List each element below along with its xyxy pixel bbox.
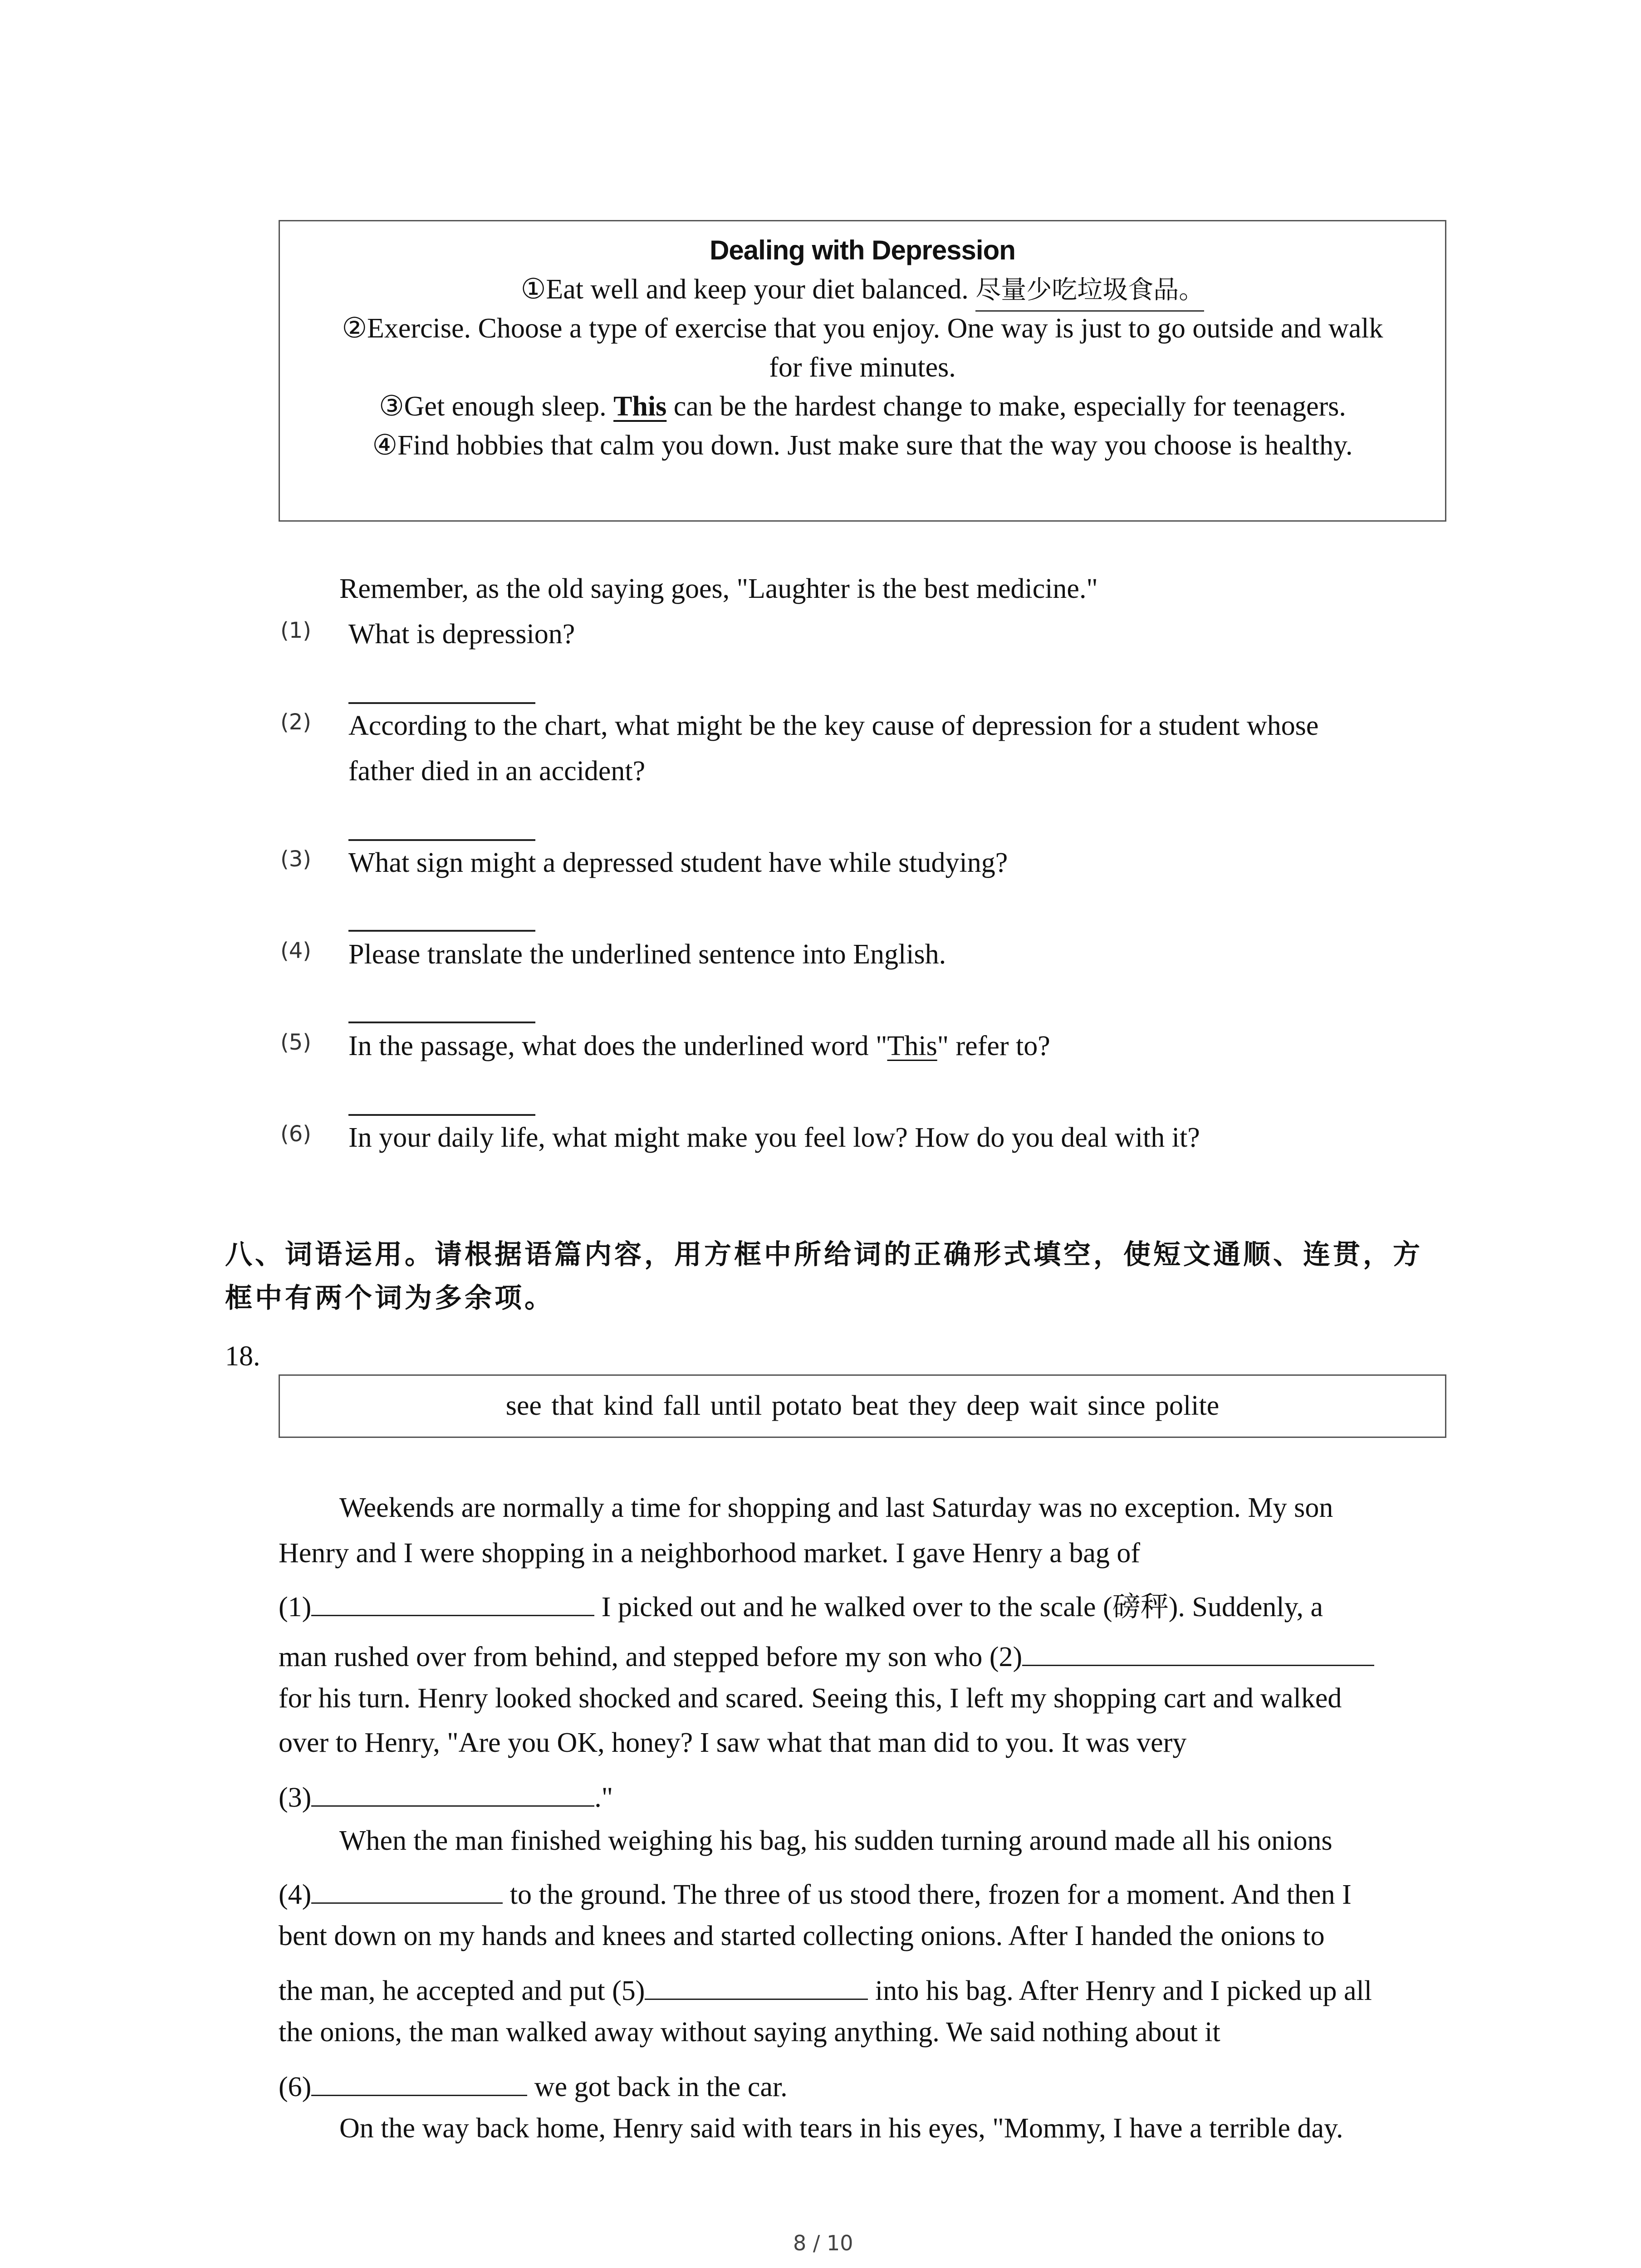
blank-6[interactable] [311,2065,527,2096]
question-number-18: 18. [225,1341,260,1372]
blank-4[interactable] [311,1872,503,1904]
passage-p2-line-4 [279,1969,1372,2010]
answer-line-2[interactable] [348,839,535,841]
tip-1-text: ①Eat well and keep your diet balanced. [520,274,969,305]
passage-p2-line-4-rest: into his bag. After Henry and I picked up all [875,1975,1372,2006]
passage-p2-line-1: When the man finished weighing his bag, his sudden turning around made all his onions [339,1825,1332,1856]
answer-line-4[interactable] [348,1022,535,1023]
passage-p1-line-3 [279,1585,1323,1626]
passage-p1-line-6: over to Henry, "Are you OK, honey? I saw what that man did to you. It was very [279,1727,1187,1758]
question-5-prefix: In the passage, what does the underlined word " [348,1031,887,1061]
passage-p2-line-2 [279,1872,1352,1914]
blank-6-label: (6) [279,2072,312,2102]
tip-3-underlined-word: This [613,391,667,422]
question-2-line-1: According to the chart, what might be the key cause of depression for a student whose [348,710,1319,741]
passage-p2-line-6-text: we got back in the car. [534,2072,788,2102]
blank-3[interactable] [311,1775,594,1807]
passage-p1-line-7-text: ." [594,1782,613,1813]
answer-line-3[interactable] [348,930,535,932]
question-1-number: (1) [280,618,311,643]
answer-line-5[interactable] [348,1114,535,1116]
tip-1-underlined-sentence: 尽量少吃垃圾食品。 [975,271,1204,312]
question-3-text: What sign might a depressed student have while studying? [348,847,1008,878]
question-3-number: (3) [280,846,311,872]
word-box [279,1374,1446,1438]
question-4-text: Please translate the underlined sentence into English. [348,939,946,970]
tip-2-line-2: for five minutes. [769,352,956,383]
passage-p2-line-3: bent down on my hands and knees and started collecting onions. After I handed the onions to [279,1921,1325,1951]
blank-4-label: (4) [279,1879,312,1910]
passage-p1-line-1: Weekends are normally a time for shopping and last Saturday was no exception. My son [339,1492,1333,1523]
passage-p1-line-2: Henry and I were shopping in a neighborhood market. I gave Henry a bag of [279,1538,1140,1569]
blank-2[interactable] [1022,1635,1374,1666]
passage-p2-line-4-text: the man, he accepted and put (5) [279,1975,645,2006]
remember-line: Remember, as the old saying goes, "Laughter is the best medicine." [339,573,1098,604]
blank-1-label: (1) [279,1592,312,1623]
question-6-number: (6) [280,1121,311,1147]
section-8-heading-line-2: 框中有两个词为多余项。 [225,1282,554,1314]
question-5-text [348,1027,1050,1065]
word-box-words: see that kind fall until potato beat they deep wait since polite [505,1390,1220,1421]
answer-line-1[interactable] [348,702,535,704]
depression-tips-box [279,220,1446,522]
question-1-text: What is depression? [348,619,575,650]
question-5-underlined-word: This [887,1031,937,1061]
question-5-number: (5) [280,1030,311,1055]
passage-p3-line-1: On the way back home, Henry said with tears in his eyes, "Mommy, I have a terrible day. [339,2113,1343,2144]
passage-p2-line-6 [279,2065,788,2106]
passage-p1-line-7 [279,1775,613,1817]
question-6-text: In your daily life, what might make you feel low? How do you deal with it? [348,1122,1200,1153]
tip-4: ④Find hobbies that calm you down. Just make sure that the way you choose is healthy. [372,430,1353,461]
blank-3-label: (3) [279,1782,312,1813]
passage-p1-line-4-text: man rushed over from behind, and stepped before my son who (2) [279,1642,1023,1672]
passage-p1-line-3-text: I picked out and he walked over to the scale (磅秤). Suddenly, a [601,1592,1323,1623]
page-number: 8 / 10 [793,2231,853,2255]
passage-p1-line-5: for his turn. Henry looked shocked and scared. Seeing this, I left my shopping cart and walked [279,1683,1342,1714]
question-2-line-2: father died in an accident? [348,756,646,787]
question-2-number: (2) [280,709,311,735]
tip-1 [280,270,1445,312]
passage-p2-line-2-text: to the ground. The three of us stood there, frozen for a moment. And then I [509,1879,1352,1910]
tip-3 [280,387,1445,425]
question-4-number: (4) [280,938,311,963]
tip-3-suffix: can be the hardest change to make, especially for teenagers. [673,391,1346,422]
passage-p1-line-4 [279,1635,1374,1676]
question-5-suffix: " refer to? [937,1031,1050,1061]
box-title: Dealing with Depression [710,235,1015,265]
blank-5[interactable] [645,1969,868,2000]
blank-1[interactable] [311,1585,594,1616]
tip-2-line-1: ②Exercise. Choose a type of exercise that you enjoy. One way is just to go outside and walk [342,313,1383,344]
tip-3-prefix: ③Get enough sleep. [379,391,607,422]
passage-p2-line-5: the onions, the man walked away without saying anything. We said nothing about it [279,2017,1220,2048]
section-8-heading-line-1: 八、词语运用。请根据语篇内容，用方框中所给词的正确形式填空，使短文通顺、连贯，方 [225,1239,1423,1271]
